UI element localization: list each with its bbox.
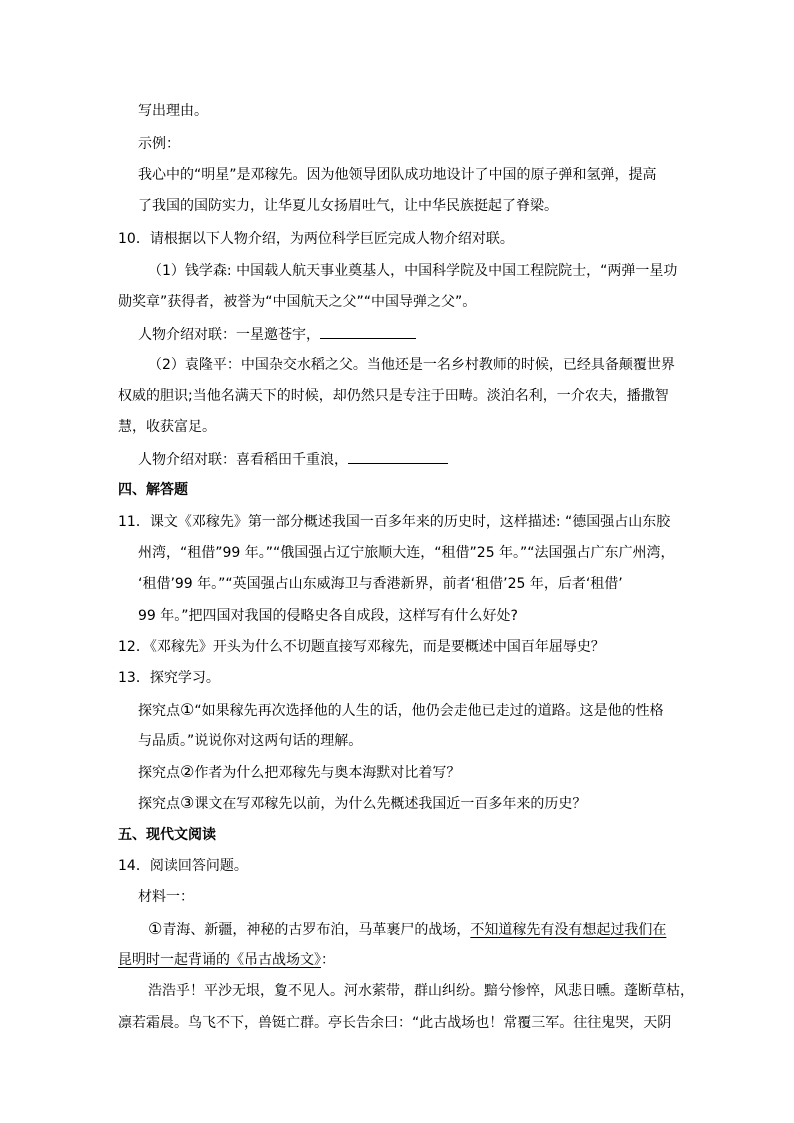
question-14-title: 14．阅读回答问题。 — [118, 858, 248, 874]
question-10-p2-line-1: （2）袁隆平：中国杂交水稻之父。当他还是一名乡村教师的时候，已经具备颠覆世界 — [148, 357, 675, 373]
paragraph-1-underlined-text: 不知道稼先有没有想起过我们在 — [470, 922, 667, 938]
intro-example-line-2: 了我国的国防实力，让华夏儿女扬眉吐气，让中华民族挺起了脊梁。 — [138, 198, 558, 214]
poem-line-2: 凛若霜晨。鸟飞不下，兽铤亡群。亭长告余曰：“此古战场也！常覆三军。往往鬼哭，天阴 — [118, 1015, 672, 1031]
question-13-explore-2 — [138, 762, 460, 782]
question-10-couplet-1 — [138, 324, 416, 344]
question-13-explore-1-line-2: 与品质。”说说你对这两句话的理解。 — [138, 733, 363, 749]
explore-3-text: 课文在写邓稼先以前，为什么先概述我国近一百多年来的历史？ — [194, 796, 587, 812]
question-10-p1-line-1: （1）钱学森: 中国载人航天事业奠基人，中国科学院及中国工程院院士，“两弹一星功 — [148, 263, 678, 279]
explore-2-number: ② — [180, 762, 195, 781]
question-10-couplet-2 — [138, 449, 448, 469]
couplet-2-text: 人物介绍对联：喜看稻田千重浪， — [138, 452, 348, 468]
question-10-p2-line-3: 慧，收获富足。 — [118, 419, 216, 435]
material-1-label: 材料一： — [138, 889, 194, 905]
explore-3-label: 探究点 — [138, 796, 180, 812]
question-10-title: 10．请根据以下人物介绍，为两位科学巨匠完成人物介绍对联。 — [118, 231, 514, 247]
couplet-1-answer-blank[interactable] — [320, 324, 416, 339]
paragraph-1-plain-text: 青海、新疆，神秘的古罗布泊，马革裹尸的战场， — [162, 922, 471, 938]
explore-3-number: ③ — [180, 793, 195, 812]
explore-2-label: 探究点 — [138, 765, 180, 781]
explore-2-text: 作者为什么把邓稼先与奥本海默对比着写？ — [194, 765, 461, 781]
intro-example-line-1: 我心中的“明星”是邓稼先。因为他领导团队成功地设计了中国的原子弹和氢弹，提高 — [138, 167, 657, 183]
explore-1-number: ① — [180, 700, 195, 719]
question-10-p2-line-2: 权威的胆识;当他名满天下的时候，却仍然只是专注于田畴。淡泊名利，一介农夫，播撒智 — [118, 388, 669, 404]
explore-1-text: “如果稼先再次选择他的人生的话，他仍会走他已走过的道路。这是他的性格 — [194, 703, 664, 719]
question-13-explore-3 — [138, 793, 586, 813]
explore-1-label: 探究点 — [138, 703, 180, 719]
question-11-line-1: 11．课文《邓稼先》第一部分概述我国一百多年来的历史时，这样描述: “德国强占山东胶 — [118, 514, 671, 530]
question-11-line-4: 99 年。”把四国对我国的侵略史各自成段，这样写有什么好处? — [138, 608, 518, 624]
question-11-line-2: 州湾，“租借”99 年。”“俄国强占辽宁旅顺大连，“租借”25 年。”“法国强占广东广州湾， — [138, 545, 675, 561]
question-13-title: 13．探究学习。 — [118, 670, 220, 686]
question-11-line-3: ‘租借’99 年。”“英国强占山东威海卫与香港新界，前者‘租借’25 年，后者‘租借’ — [138, 576, 623, 592]
paragraph-1-number: ① — [148, 919, 163, 938]
material-1-paragraph-1-line-1 — [148, 919, 666, 939]
question-12: 12．《邓稼先》开头为什么不切题直接写邓稼先，而是要概述中国百年屈辱史？ — [118, 639, 605, 655]
section-5-title: 五、现代文阅读 — [118, 827, 216, 843]
question-13-explore-1 — [138, 700, 664, 720]
paragraph-1-underlined-text-2: 昆明时一起背诵的《吊古战场文》 — [118, 952, 321, 968]
paragraph-1-colon: ： — [321, 952, 335, 968]
couplet-2-answer-blank[interactable] — [348, 449, 448, 464]
section-4-title: 四、解答题 — [118, 482, 188, 498]
intro-example-label: 示例： — [138, 136, 180, 152]
material-1-paragraph-1-line-2 — [118, 950, 335, 970]
couplet-1-text: 人物介绍对联：一星邀苍宇， — [138, 327, 320, 343]
intro-line-1: 写出理由。 — [138, 103, 208, 119]
question-10-p1-line-2: 勋奖章”获得者，被誉为“中国航天之父”“中国导弹之父”。 — [118, 294, 477, 310]
poem-line-1: 浩浩乎！平沙无垠，夐不见人。河水萦带，群山纠纷。黯兮惨悴，风悲日曛。蓬断草枯， — [148, 983, 694, 999]
